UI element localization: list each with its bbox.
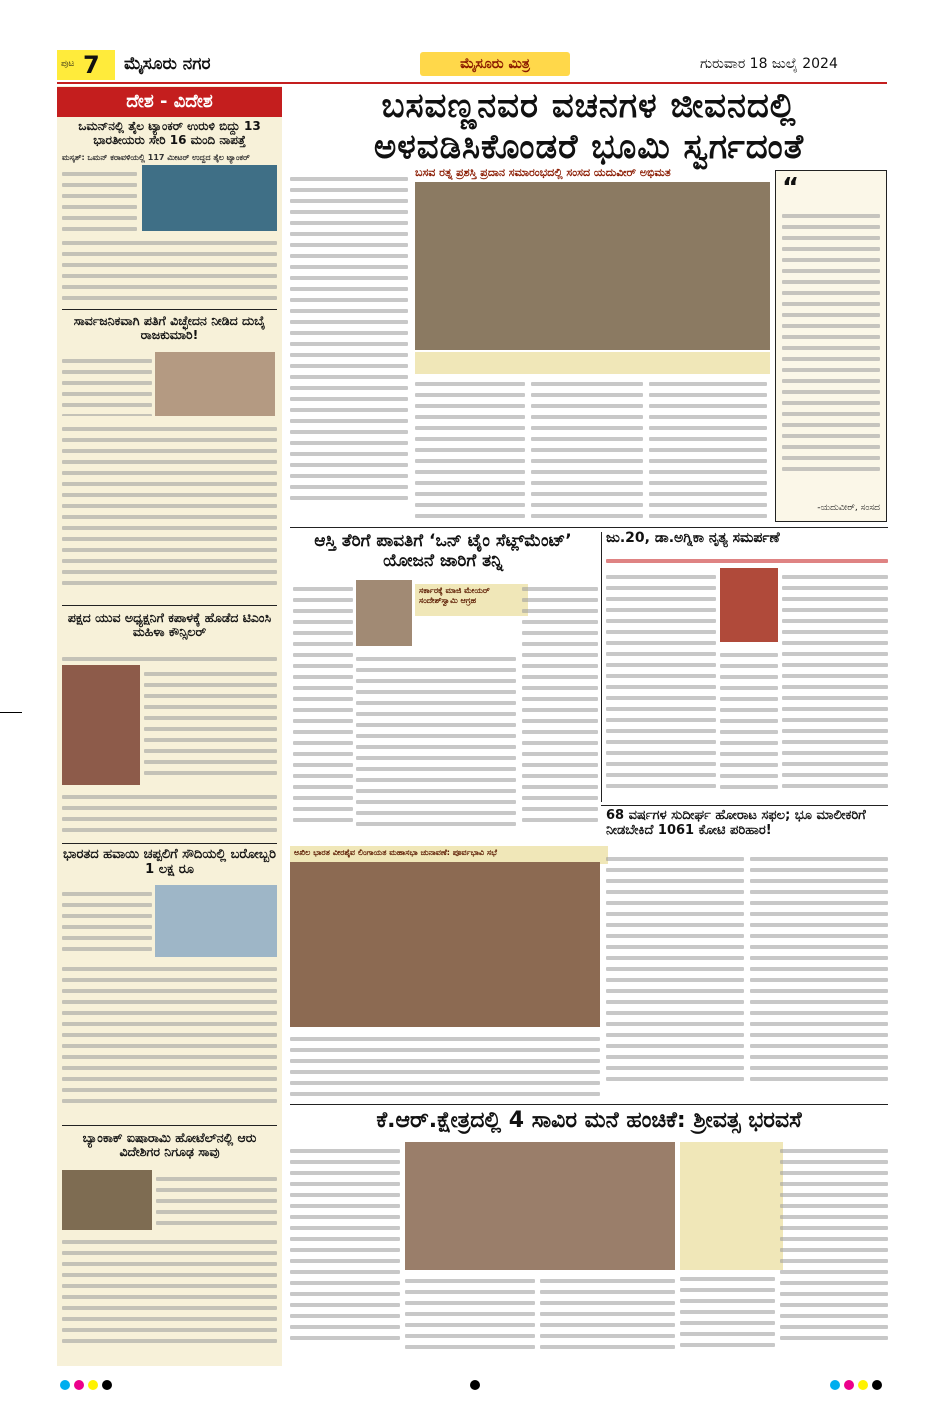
ots-column-3: [420, 616, 520, 840]
councillor-photo: [62, 665, 140, 785]
registration-mark: [102, 1380, 112, 1390]
sidebar-story2-body: [62, 352, 152, 416]
ots-column-4: [522, 580, 598, 840]
sidebar-story4-body: [62, 885, 152, 957]
section-divider: [290, 527, 888, 528]
sidebar-story3-body-cont: [62, 788, 277, 838]
lead-column-3: [531, 375, 643, 523]
sidebar-story2-body-cont: [62, 420, 277, 600]
mahasabha-photo-kicker: ಅಖಿಲ ಭಾರತ ವೀರಶೈವ ಲಿಂಗಾಯತ ಮಹಾಸಭಾ ಚುನಾವಣೆ: ಪೂರ್ವಭಾವಿ ಸಭೆ: [290, 846, 608, 864]
former-mayor-photo: [356, 580, 412, 646]
award-ceremony-photo: [415, 182, 770, 350]
section-title: ಮೈಸೂರು ನಗರ: [124, 54, 211, 74]
sidebar-story3-headline: ಪಕ್ಷದ ಯುವ ಅಧ್ಯಕ್ಷನಿಗೆ ಕಪಾಳಕ್ಕೆ ಹೊಡೆದ ಟಿಎಂಸಿ ಮಹಿಳಾ ಕೌನ್ಸಿಲರ್: [67, 610, 272, 640]
registration-mark: [470, 1380, 480, 1390]
princess-photo: [155, 352, 275, 416]
housing-column-5: [780, 1142, 888, 1364]
lead-column-2: [415, 375, 525, 523]
sidebar-banner: ದೇಶ - ವಿದೇಶ: [57, 87, 282, 117]
tanker-photo: [142, 165, 277, 231]
registration-mark: [858, 1380, 868, 1390]
lead-headline-line1: ಬಸವಣ್ಣನವರ ವಚನಗಳ ಜೀವನದಲ್ಲಿ: [381, 86, 797, 126]
sidebar-divider: [62, 309, 277, 310]
sidebar-story2-headline: ಸಾರ್ವಜನಿಕವಾಗಿ ಪತಿಗೆ ವಿಚ್ಛೇದನ ನೀಡಿದ ದುಬೈ ರಾಜಕುಮಾರಿ!: [73, 313, 266, 343]
housing-photo-caption: [680, 1142, 783, 1270]
registration-mark: [844, 1380, 854, 1390]
registration-mark: [60, 1380, 70, 1390]
sidebar-story5-body: [156, 1170, 277, 1230]
registration-mark: [830, 1380, 840, 1390]
ots-column-1: [293, 580, 353, 840]
compensation-column-2: [750, 850, 888, 1102]
page-label: ಪುಟ: [61, 59, 75, 69]
sidebar-divider: [62, 843, 277, 844]
section-divider: [290, 1104, 888, 1105]
sidebar-story4-body-cont: [62, 960, 277, 1120]
issue-date: ಗುರುವಾರ 18 ಜುಲೈ 2024: [700, 56, 838, 72]
hotel-photo: [62, 1170, 152, 1230]
page-number: 7: [83, 51, 100, 79]
housing-column-1: [290, 1142, 400, 1364]
dance-column-3: [720, 646, 778, 808]
page-number-badge: [57, 50, 115, 80]
registration-mark: [872, 1380, 882, 1390]
sidebar-divider: [62, 1125, 277, 1126]
lead-subhead: ಬಸವ ರತ್ನ ಪ್ರಶಸ್ತಿ ಪ್ರದಾನ ಸಮಾರಂಭದಲ್ಲಿ ಸಂಸದ ಯದುವೀರ್ ಅಭಿಮತ: [415, 166, 671, 179]
lead-photo-caption: [415, 352, 770, 374]
housing-column-4: [680, 1270, 775, 1364]
sidebar-story1-body: [62, 165, 137, 231]
mahasabha-caption: [290, 1030, 600, 1100]
housing-column-2: [405, 1272, 535, 1364]
compensation-headline: 68 ವರ್ಷಗಳ ಸುದೀರ್ಘ ಹೋರಾಟ ಸಫಲ; ಭೂ ಮಾಲೀಕರಿಗೆ ನೀಡಬೇಕಿದೆ 1061 ಕೋಟಿ ಪರಿಹಾರ!: [606, 808, 866, 838]
quote-mark-icon: “: [782, 173, 800, 203]
dance-headline: ಜು.20, ಡಾ.ಅಗ್ನಿಕಾ ನೃತ್ಯ ಸಮರ್ಪಣೆ: [606, 530, 780, 546]
ots-kicker: ಸರ್ಕಾರಕ್ಕೆ ಮಾಜಿ ಮೇಯರ್ ಸಂದೇಶ್‌ಸ್ವಾಮಿ ಆಗ್ರಹ: [415, 584, 528, 616]
mahasabha-meeting-photo: [290, 862, 600, 1027]
sidebar-story1-dateline: ಮಸ್ಕತ್: ಒಮನ್ ಕರಾವಳಿಯಲ್ಲಿ 117 ಮೀಟರ್ ಉದ್ದದ ತೈಲ ಟ್ಯಾಂಕರ್: [62, 153, 250, 162]
registration-mark: [88, 1380, 98, 1390]
sidebar-story1-body-cont: [62, 234, 277, 306]
sidebar-story5-body-cont: [62, 1233, 277, 1361]
dance-column-2: [782, 568, 888, 808]
registration-mark: [74, 1380, 84, 1390]
pull-quote-box: [775, 170, 887, 522]
sidebar-story3-body: [144, 665, 277, 785]
sidebar-story3-dateline: [62, 650, 277, 664]
house-allotment-photo: [405, 1142, 675, 1270]
sidebar-story1-headline: ಒಮನ್‌ನಲ್ಲಿ ತೈಲ ಟ್ಯಾಂಕರ್ ಉರುಳಿ ಬಿದ್ದು 13 ಭಾರತೀಯರು ಸೇರಿ 16 ಮಂದಿ ನಾಪತ್ತೆ: [78, 119, 261, 147]
compensation-column-1: [606, 850, 744, 1102]
column-divider: [601, 532, 602, 802]
lead-headline: [290, 86, 888, 168]
ots-headline: ಆಸ್ತಿ ತೆರಿಗೆ ಪಾವತಿಗೆ ‘ಒನ್ ಟೈಂ ಸೆಟ್ಲ್‌ಮೆಂಟ್’ ಯೋಜನೆ ಜಾರಿಗೆ ತನ್ನಿ: [314, 531, 572, 571]
section-divider: [601, 805, 888, 806]
slipper-photo: [155, 885, 277, 957]
lead-column-1: [290, 170, 408, 515]
dancer-photo: [720, 568, 778, 642]
sidebar-story5-headline: ಬ್ಯಾಂಕಾಕ್ ಐಷಾರಾಮಿ ಹೋಟೆಲ್‌ನಲ್ಲಿ ಆರು ವಿದೇಶಿಗರ ನಿಗೂಢ ಸಾವು: [82, 1130, 257, 1160]
sidebar-story4-headline: ಭಾರತದ ಹವಾಯಿ ಚಪ್ಪಲಿಗೆ ಸೌದಿಯಲ್ಲಿ ಬರೋಬ್ಬರಿ 1 ಲಕ್ಷ ರೂ: [63, 847, 276, 877]
lead-headline-line2: ಅಳವಡಿಸಿಕೊಂಡರೆ ಭೂಮಿ ಸ್ವರ್ಗದಂತೆ: [373, 126, 805, 167]
margin-mark: [0, 712, 22, 713]
housing-headline: ಕೆ.ಆರ್.ಕ್ಷೇತ್ರದಲ್ಲಿ 4 ಸಾವಿರ ಮನೆ ಹಂಚಿಕೆ: ಶ್ರೀವತ್ಸ ಭರವಸೆ: [376, 1108, 802, 1133]
masthead-logo: ಮೈಸೂರು ಮಿತ್ರ: [420, 52, 570, 76]
dance-kicker: [606, 552, 888, 566]
sidebar-divider: [62, 605, 277, 606]
quote-attribution: -ಯದುವೀರ್, ಸಂಸದ: [817, 503, 880, 513]
lead-column-4: [649, 375, 767, 523]
header-rule: [57, 82, 887, 84]
dance-column-1: [606, 568, 716, 808]
housing-column-3: [540, 1272, 675, 1364]
